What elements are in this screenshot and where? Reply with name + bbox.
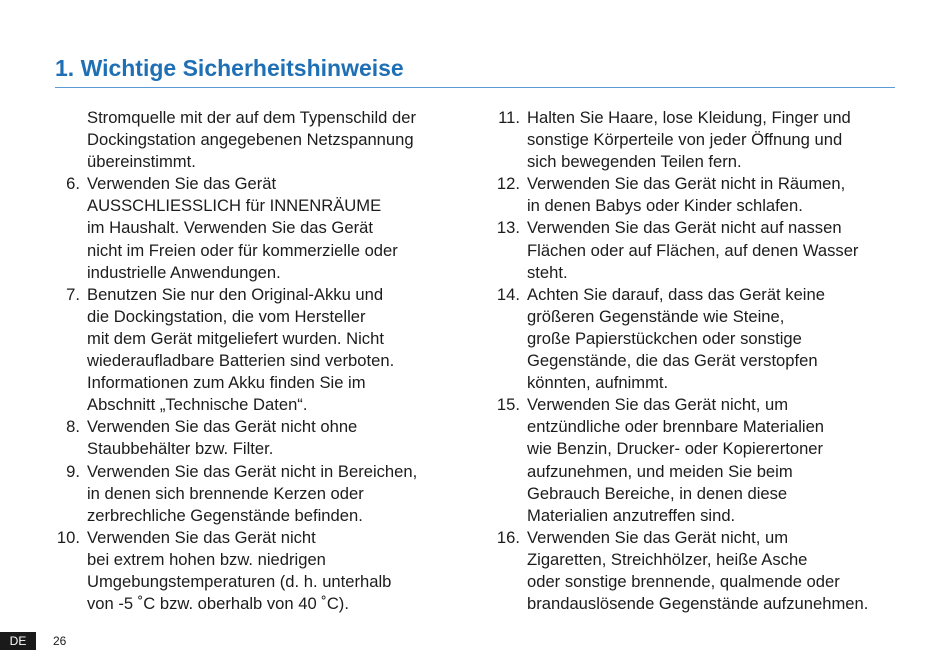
text-line: große Papierstückchen oder sonstige — [527, 328, 802, 348]
text-line: Halten Sie Haare, lose Kleidung, Finger und — [527, 108, 851, 127]
text-line: Verwenden Sie das Gerät nicht — [87, 527, 316, 547]
right-column — [495, 107, 915, 615]
item-number: 6. — [66, 174, 80, 194]
left-column — [55, 107, 475, 615]
item-text — [87, 527, 475, 615]
list-item — [495, 107, 915, 173]
list-item — [55, 173, 475, 283]
page-number: 26 — [53, 634, 67, 648]
text-line: oder sonstige brennende, qualmende oder — [527, 571, 840, 591]
item-text — [527, 217, 915, 283]
title-divider — [55, 87, 895, 88]
text-line: Verwenden Sie das Gerät nicht ohne — [87, 417, 358, 437]
item-number: 16. — [496, 527, 520, 547]
text-line: wiederaufladbare Batterien sind verboten. — [87, 351, 395, 371]
text-line: Zigaretten, Streichhölzer, heiße Asche — [527, 549, 808, 569]
text-line: Achten Sie darauf, dass das Gerät keine — [527, 284, 825, 304]
item-number: 11. — [498, 108, 520, 127]
text-line: Dockingstation angegebenen Netzspannung — [87, 130, 414, 150]
text-line: AUSSCHLIESSLICH für INNENRÄUME — [87, 196, 382, 216]
text-line: übereinstimmt. — [87, 152, 196, 172]
item-number: 8. — [66, 417, 80, 437]
text-line: im Haushalt. Verwenden Sie das Gerät — [87, 218, 373, 238]
text-line: Verwenden Sie das Gerät nicht, um — [527, 527, 789, 547]
item-number: 7. — [66, 284, 80, 304]
list-item — [55, 527, 475, 615]
item-number: 9. — [66, 461, 80, 481]
text-line: sonstige Körperteile von jeder Öffnung und — [527, 130, 843, 150]
text-line: Flächen oder auf Flächen, auf denen Wasser — [527, 240, 859, 260]
text-line: Gebrauch Bereiche, in denen diese — [527, 483, 788, 503]
text-line: Verwenden Sie das Gerät nicht auf nassen — [527, 218, 842, 238]
item-number: 10. — [56, 527, 80, 547]
text-line: industrielle Anwendungen. — [87, 262, 281, 282]
text-line: Benutzen Sie nur den Original-Akku und — [87, 284, 384, 304]
item-text — [87, 461, 475, 527]
list-item — [495, 284, 915, 394]
page-title: 1. Wichtige Sicherheitshinweise — [55, 55, 404, 81]
text-line: in denen Babys oder Kinder schlafen. — [527, 196, 803, 216]
text-line: von -5 ˚C bzw. oberhalb von 40 ˚C). — [87, 594, 349, 614]
list-item — [55, 416, 475, 460]
text-line: steht. — [527, 262, 568, 282]
item-text — [527, 394, 915, 527]
item-text — [527, 284, 915, 394]
text-line: Umgebungstemperaturen (d. h. unterhalb — [87, 571, 392, 591]
text-line: Informationen zum Akku finden Sie im — [87, 373, 366, 393]
item-text — [87, 107, 475, 173]
text-line: Staubbehälter bzw. Filter. — [87, 439, 274, 459]
text-line: Verwenden Sie das Gerät nicht in Räumen, — [527, 174, 846, 194]
text-line: die Dockingstation, die vom Hersteller — [87, 306, 366, 326]
item-text — [527, 107, 915, 173]
text-line: Verwenden Sie das Gerät — [87, 174, 277, 194]
list-item — [495, 173, 915, 217]
list-item — [55, 284, 475, 417]
text-line: Verwenden Sie das Gerät nicht, um — [527, 395, 789, 415]
text-line: sich bewegenden Teilen fern. — [527, 152, 742, 172]
item-text — [87, 416, 475, 460]
text-line: größeren Gegenstände wie Steine, — [527, 306, 785, 326]
item-text — [87, 173, 475, 283]
item-number: 13. — [496, 218, 520, 238]
text-line: Abschnitt „Technische Daten“. — [87, 395, 308, 415]
text-line: mit dem Gerät mitgeliefert wurden. Nicht — [87, 328, 384, 348]
item-text — [527, 173, 915, 217]
language-badge: DE — [0, 632, 36, 650]
item-number: 12. — [496, 174, 520, 194]
list-item — [495, 217, 915, 283]
list-item — [55, 461, 475, 527]
item-text — [87, 284, 475, 417]
text-line: wie Benzin, Drucker- oder Kopierertoner — [527, 439, 824, 459]
text-line: Gegenstände, die das Gerät verstopfen — [527, 351, 818, 371]
item-number: 14. — [496, 284, 520, 304]
item-text — [527, 527, 915, 615]
list-item — [55, 107, 475, 173]
text-line: entzündliche oder brennbare Materialien — [527, 417, 825, 437]
text-line: könnten, aufnimmt. — [527, 373, 669, 393]
text-line: brandauslösende Gegenstände aufzunehmen. — [527, 594, 869, 614]
list-item — [495, 394, 915, 527]
item-number: 15. — [496, 395, 520, 415]
text-line: aufzunehmen, und meiden Sie beim — [527, 461, 793, 481]
text-line: Stromquelle mit der auf dem Typenschild der — [87, 108, 416, 127]
text-line: nicht im Freien oder für kommerzielle oder — [87, 240, 398, 260]
text-line: Verwenden Sie das Gerät nicht in Bereichen, — [87, 461, 418, 481]
text-line: bei extrem hohen bzw. niedrigen — [87, 549, 326, 569]
text-line: in denen sich brennende Kerzen oder — [87, 483, 364, 503]
text-line: Materialien anzutreffen sind. — [527, 505, 736, 525]
text-line: zerbrechliche Gegenstände befinden. — [87, 505, 363, 525]
list-item — [495, 527, 915, 615]
